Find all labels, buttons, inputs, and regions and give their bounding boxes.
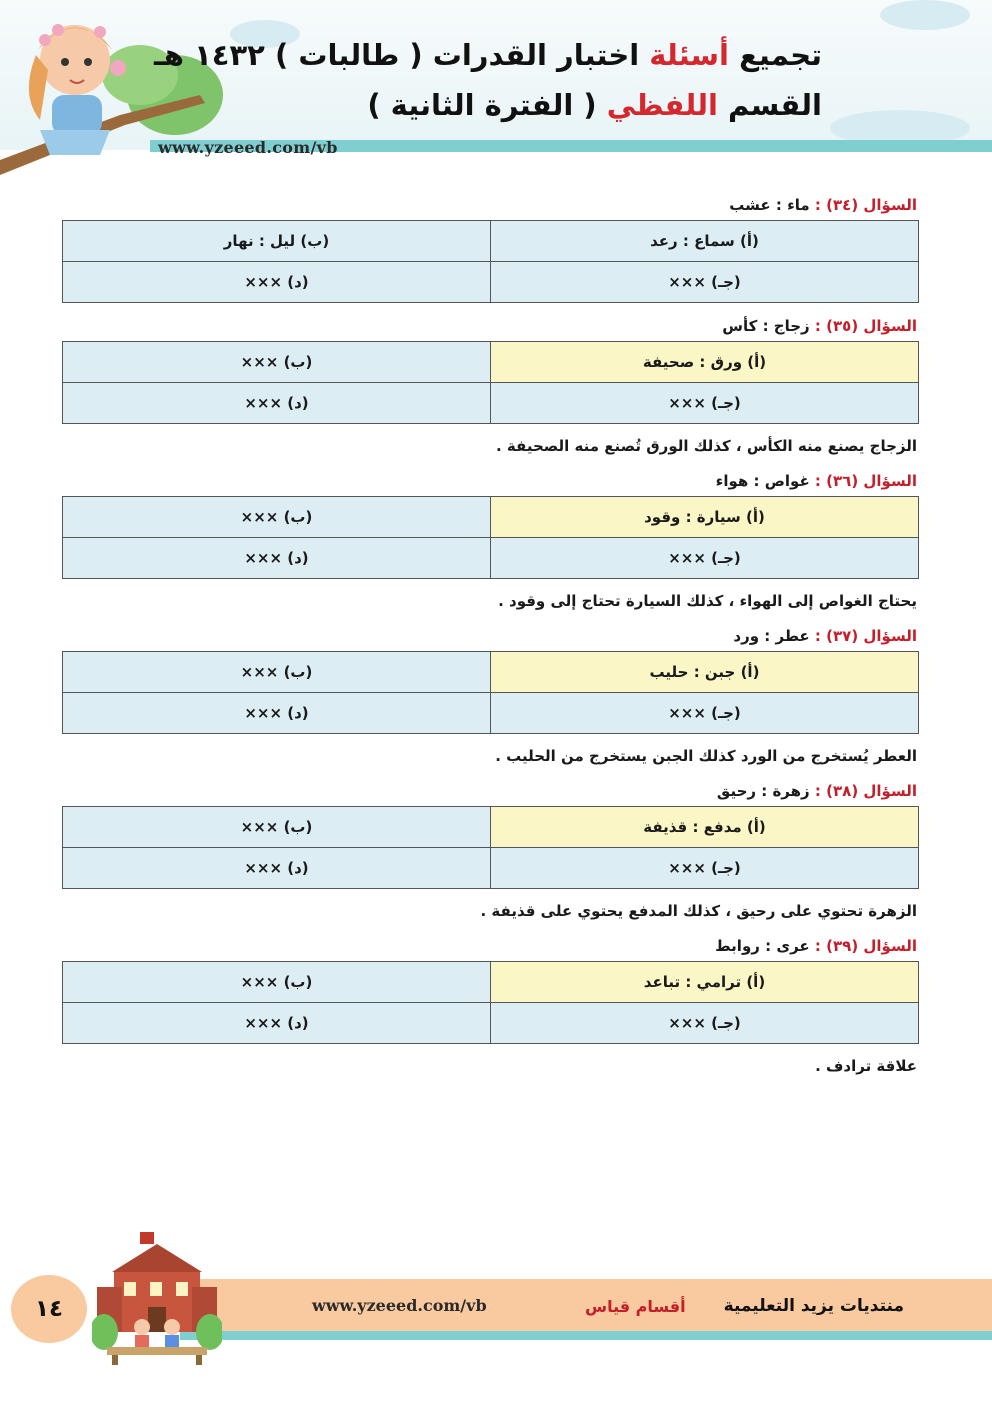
option-a: (أ) سماع : رعد	[491, 221, 919, 262]
question-label	[62, 931, 919, 961]
option-a-correct: (أ) مدفع : قذيفة	[491, 807, 919, 848]
option-b: (ب) ×××	[63, 497, 491, 538]
questions-section	[62, 190, 919, 1086]
option-b: (ب) ×××	[63, 342, 491, 383]
question-stem: عرى : روابط	[715, 937, 810, 955]
option-b: (ب) ×××	[63, 962, 491, 1003]
question-number: السؤال (٣٥) :	[814, 317, 917, 335]
page-title-line-1: تجميع أسئلة اختبار القدرات ( طالبات ) ١٤٣٢ هـ	[153, 38, 822, 72]
options-table	[62, 341, 919, 424]
footer-forum-name: منتديات يزيد التعليمية	[723, 1296, 904, 1316]
question-label	[62, 466, 919, 496]
title-accent-word: أسئلة	[649, 38, 729, 72]
question-stem: عطر : ورد	[733, 627, 810, 645]
option-d: (د) ×××	[63, 538, 491, 579]
question-number: السؤال (٣٧) :	[814, 627, 917, 645]
cloud-decoration	[880, 0, 970, 30]
option-a-correct: (أ) ترامي : تباعد	[491, 962, 919, 1003]
page-number: ١٤	[11, 1275, 87, 1343]
explanation: العطر يُستخرج من الورد كذلك الجبن يستخرج من الحليب .	[495, 747, 917, 765]
question-stem: زهرة : رحيق	[716, 782, 810, 800]
option-b: (ب) ×××	[63, 807, 491, 848]
question-number: السؤال (٣٨) :	[814, 782, 917, 800]
footer-section-label: أقسام قياس	[585, 1297, 686, 1316]
option-c: (جـ) ×××	[491, 693, 919, 734]
header-url: www.yzeeed.com/vb	[158, 138, 338, 157]
question-stem: زجاج : كأس	[722, 317, 810, 335]
option-c: (جـ) ×××	[491, 1003, 919, 1044]
option-d: (د) ×××	[63, 1003, 491, 1044]
footer-url: www.yzeeed.com/vb	[312, 1296, 487, 1315]
option-d: (د) ×××	[63, 848, 491, 889]
option-b: (ب) ليل : نهار	[63, 221, 491, 262]
question-number: السؤال (٣٩) :	[814, 937, 917, 955]
option-c: (جـ) ×××	[491, 538, 919, 579]
option-a-correct: (أ) جبن : حليب	[491, 652, 919, 693]
question-label	[62, 621, 919, 651]
question-number: السؤال (٣٤) :	[814, 196, 917, 214]
explanation: علاقة ترادف .	[815, 1057, 917, 1075]
option-a-correct: (أ) سيارة : وقود	[491, 497, 919, 538]
option-c: (جـ) ×××	[491, 262, 919, 303]
options-table	[62, 651, 919, 734]
question-label	[62, 190, 919, 220]
option-d: (د) ×××	[63, 383, 491, 424]
explanation: الزهرة تحتوي على رحيق ، كذلك المدفع يحتوي على قذيفة .	[480, 902, 917, 920]
title-accent-word: اللفظي	[606, 88, 718, 122]
school-illustration	[92, 1232, 222, 1367]
option-d: (د) ×××	[63, 262, 491, 303]
options-table	[62, 806, 919, 889]
options-table	[62, 220, 919, 303]
explanation: يحتاج الغواص إلى الهواء ، كذلك السيارة تحتاج إلى وقود .	[498, 592, 917, 610]
question-label	[62, 311, 919, 341]
footer-stripe	[180, 1331, 992, 1340]
question-stem: غواص : هواء	[715, 472, 810, 490]
option-c: (جـ) ×××	[491, 383, 919, 424]
option-d: (د) ×××	[63, 693, 491, 734]
explanation: الزجاج يصنع منه الكأس ، كذلك الورق تُصنع منه الصحيفة .	[496, 437, 917, 455]
option-a-correct: (أ) ورق : صحيفة	[491, 342, 919, 383]
options-table	[62, 961, 919, 1044]
question-number: السؤال (٣٦) :	[814, 472, 917, 490]
option-b: (ب) ×××	[63, 652, 491, 693]
question-stem: ماء : عشب	[729, 196, 810, 214]
option-c: (جـ) ×××	[491, 848, 919, 889]
girl-on-branch-illustration	[0, 0, 230, 185]
question-label	[62, 776, 919, 806]
page-title-line-2: القسم اللفظي ( الفترة الثانية )	[367, 88, 822, 122]
options-table	[62, 496, 919, 579]
